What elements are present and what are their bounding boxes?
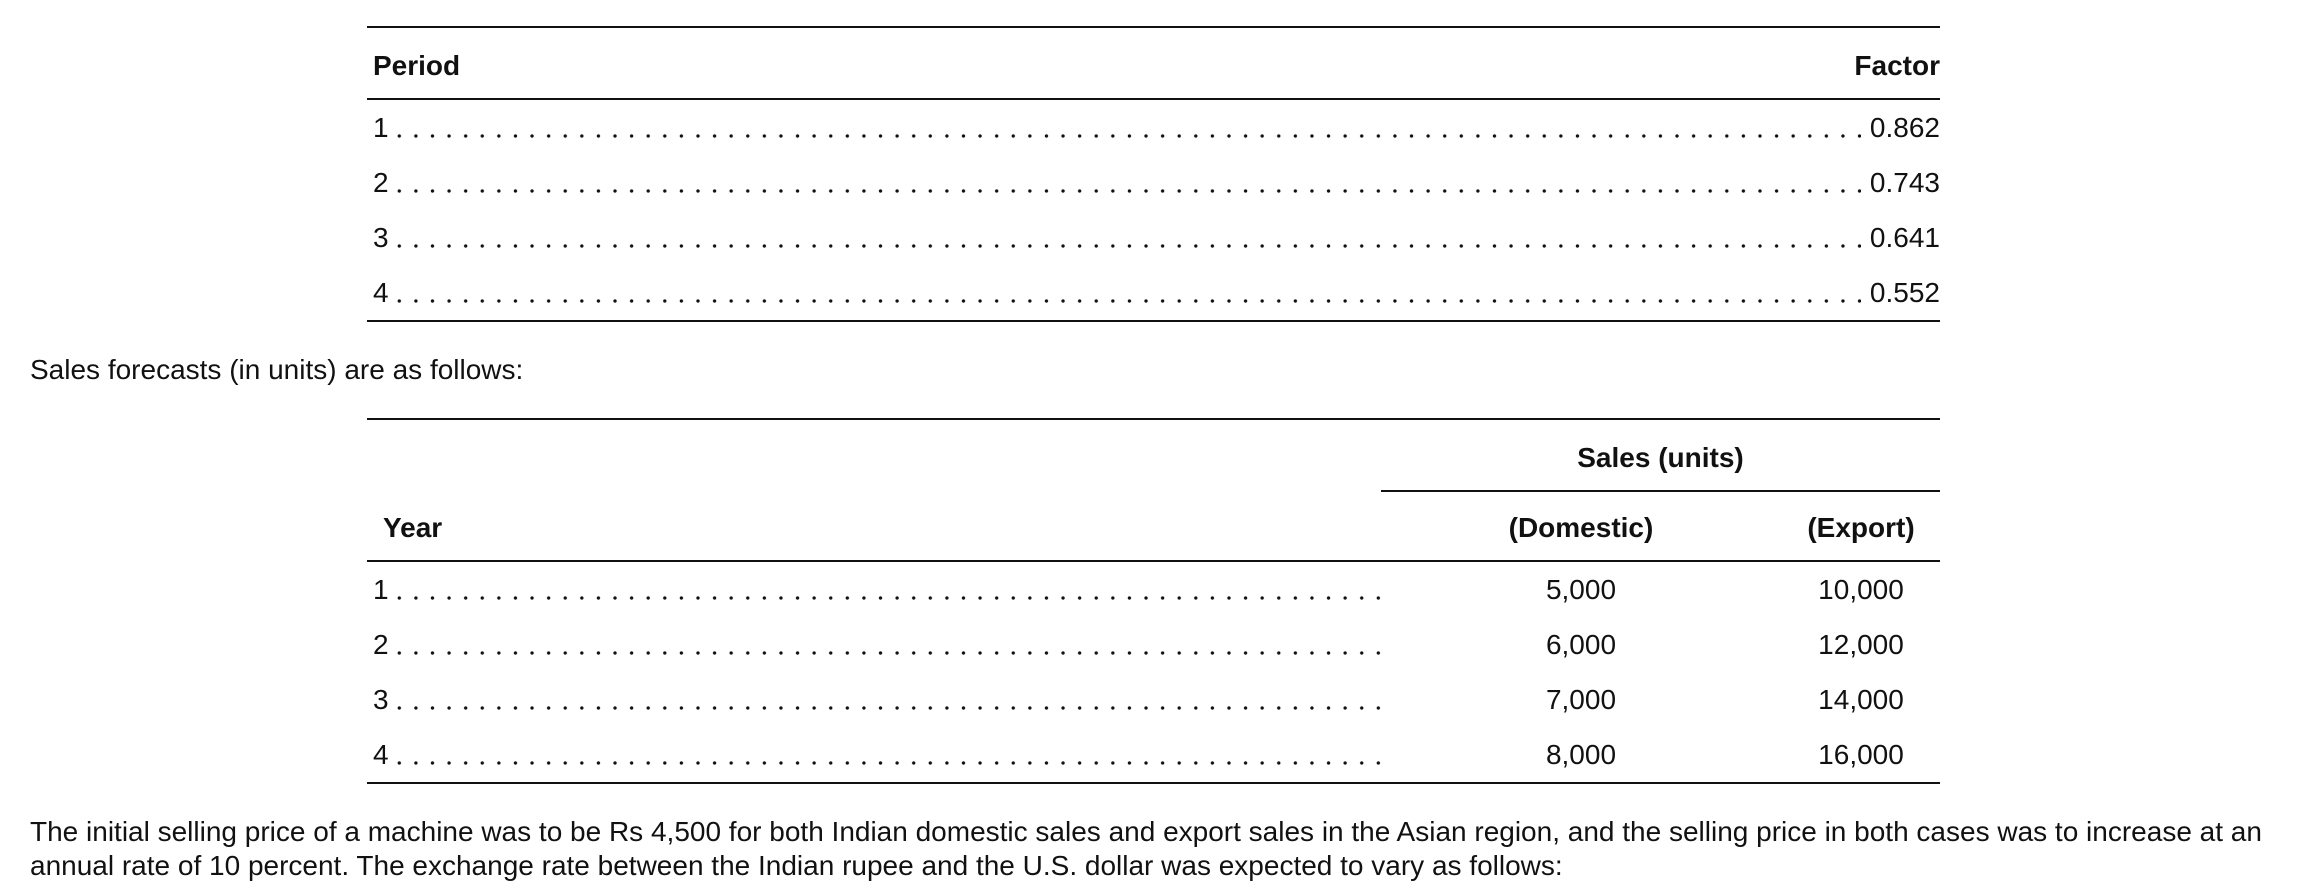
factor-cell: 0.552 xyxy=(1869,277,1940,308)
table-row xyxy=(367,210,1940,265)
header-factor: Factor xyxy=(1854,50,1940,81)
sales-table xyxy=(367,418,1940,784)
table-row xyxy=(367,265,1940,320)
period-cell: 1 xyxy=(373,112,389,143)
table-row xyxy=(367,617,1940,672)
export-cell: 12,000 xyxy=(1818,629,1904,660)
header-period: Period xyxy=(373,50,461,81)
dot-leader xyxy=(391,299,1861,303)
export-cell: 14,000 xyxy=(1818,684,1904,715)
dot-leader xyxy=(391,706,1381,710)
period-cell: 4 xyxy=(373,277,389,308)
dot-leader xyxy=(391,761,1381,765)
factor-table xyxy=(367,26,1940,322)
header-domestic: (Domestic) xyxy=(1508,512,1654,543)
domestic-cell: 5,000 xyxy=(1545,574,1617,605)
factor-cell: 0.641 xyxy=(1869,222,1940,253)
year-cell: 1 xyxy=(373,574,389,605)
header-sales-units: Sales (units) xyxy=(1577,442,1744,473)
factor-cell: 0.743 xyxy=(1869,167,1940,198)
domestic-cell: 7,000 xyxy=(1545,684,1617,715)
header-export: (Export) xyxy=(1807,512,1915,543)
period-cell: 2 xyxy=(373,167,389,198)
period-cell: 3 xyxy=(373,222,389,253)
table-row xyxy=(367,672,1940,727)
dot-leader xyxy=(391,189,1861,193)
table-row xyxy=(367,155,1940,210)
sales-intro-text: Sales forecasts (in units) are as follows: xyxy=(30,354,524,385)
domestic-cell: 8,000 xyxy=(1545,739,1617,770)
export-cell: 10,000 xyxy=(1818,574,1904,605)
factor-cell: 0.862 xyxy=(1869,112,1940,143)
group-header-rule xyxy=(1381,490,1940,492)
year-cell: 2 xyxy=(373,629,389,660)
closing-paragraph: The initial selling price of a machine was to be Rs 4,500 for both Indian domestic sales and export sales in the Asian region, and the selling price in both cases was to increase at an annual rate of 10 percent. The exchange rate between the Indian rupee and the U.S. dollar was expected to vary as follows: xyxy=(30,816,2262,881)
dot-leader xyxy=(391,244,1861,248)
header-year: Year xyxy=(383,512,443,543)
dot-leader xyxy=(391,134,1861,138)
table-row xyxy=(367,100,1940,155)
export-cell: 16,000 xyxy=(1818,739,1904,770)
year-cell: 3 xyxy=(373,684,389,715)
dot-leader xyxy=(391,651,1381,655)
domestic-cell: 6,000 xyxy=(1545,629,1617,660)
table-row xyxy=(367,727,1940,782)
table-row xyxy=(367,562,1940,617)
sales-table-header xyxy=(367,420,1940,562)
factor-table-header xyxy=(367,28,1940,100)
year-cell: 4 xyxy=(373,739,389,770)
dot-leader xyxy=(391,596,1381,600)
